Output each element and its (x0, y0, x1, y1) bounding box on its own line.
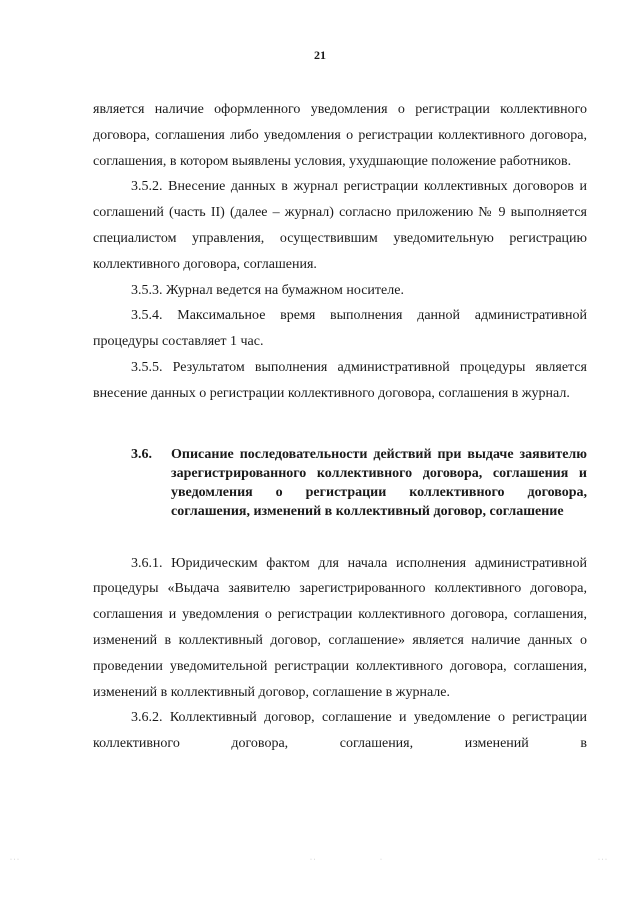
paragraph-3-5-3: 3.5.3. Журнал ведется на бумажном носителе. (131, 282, 404, 298)
scan-speck: · · · (598, 857, 607, 863)
section-title: Описание последовательности действий при выдаче заявителю зарегистрированного коллективного договора, соглашения и уведомления о регистрации коллективного договора, соглашения, изменений в коллективный договор, соглашение (171, 446, 587, 519)
section-heading (93, 445, 587, 521)
page-number: 21 (314, 48, 326, 62)
paragraph-3-5-4: 3.5.4. Максимальное время выполнения данной административной процедуры составляет 1 час. (93, 308, 587, 350)
paragraph-3-5-2: 3.5.2. Внесение данных в журнал регистрации коллективных договоров и соглашений (часть II) (далее – журнал) согласно приложению № 9 выполняется специалистом управления, осуществившим уведомительную регистрацию коллективного договора, соглашения. (93, 179, 587, 272)
section-number: 3.6. (131, 446, 152, 462)
paragraph-3-6-1: 3.6.1. Юридическим фактом для начала исполнения административной процедуры «Выдача заявителю зарегистрированного коллективного договора, соглашения и уведомления о регистрации коллективного договора, соглашения, изменений в коллективный договор, соглашение» является наличие данных о проведении уведомительной регистрации коллективного договора, соглашения, изменений в коллективный договор, соглашение в журнале. (93, 555, 587, 700)
scan-speck: · (380, 857, 382, 863)
paragraph-3-6-2: 3.6.2. Коллективный договор, соглашение и уведомление о регистрации коллективного договора, соглашения, изменений в (93, 710, 587, 752)
paragraph-continuation: является наличие оформленного уведомления о регистрации коллективного договора, соглашения либо уведомления о регистрации коллективного договора, соглашения, в котором выявлены условия, ухудшающие положение работников. (93, 102, 587, 169)
document-body (93, 97, 587, 757)
scan-specks (0, 857, 640, 867)
scan-speck: · · · (10, 857, 19, 863)
paragraph-3-5-5: 3.5.5. Результатом выполнения административной процедуры является внесение данных о регистрации коллективного договора, соглашения в журнал. (93, 359, 587, 401)
scan-speck: · · (310, 857, 316, 863)
